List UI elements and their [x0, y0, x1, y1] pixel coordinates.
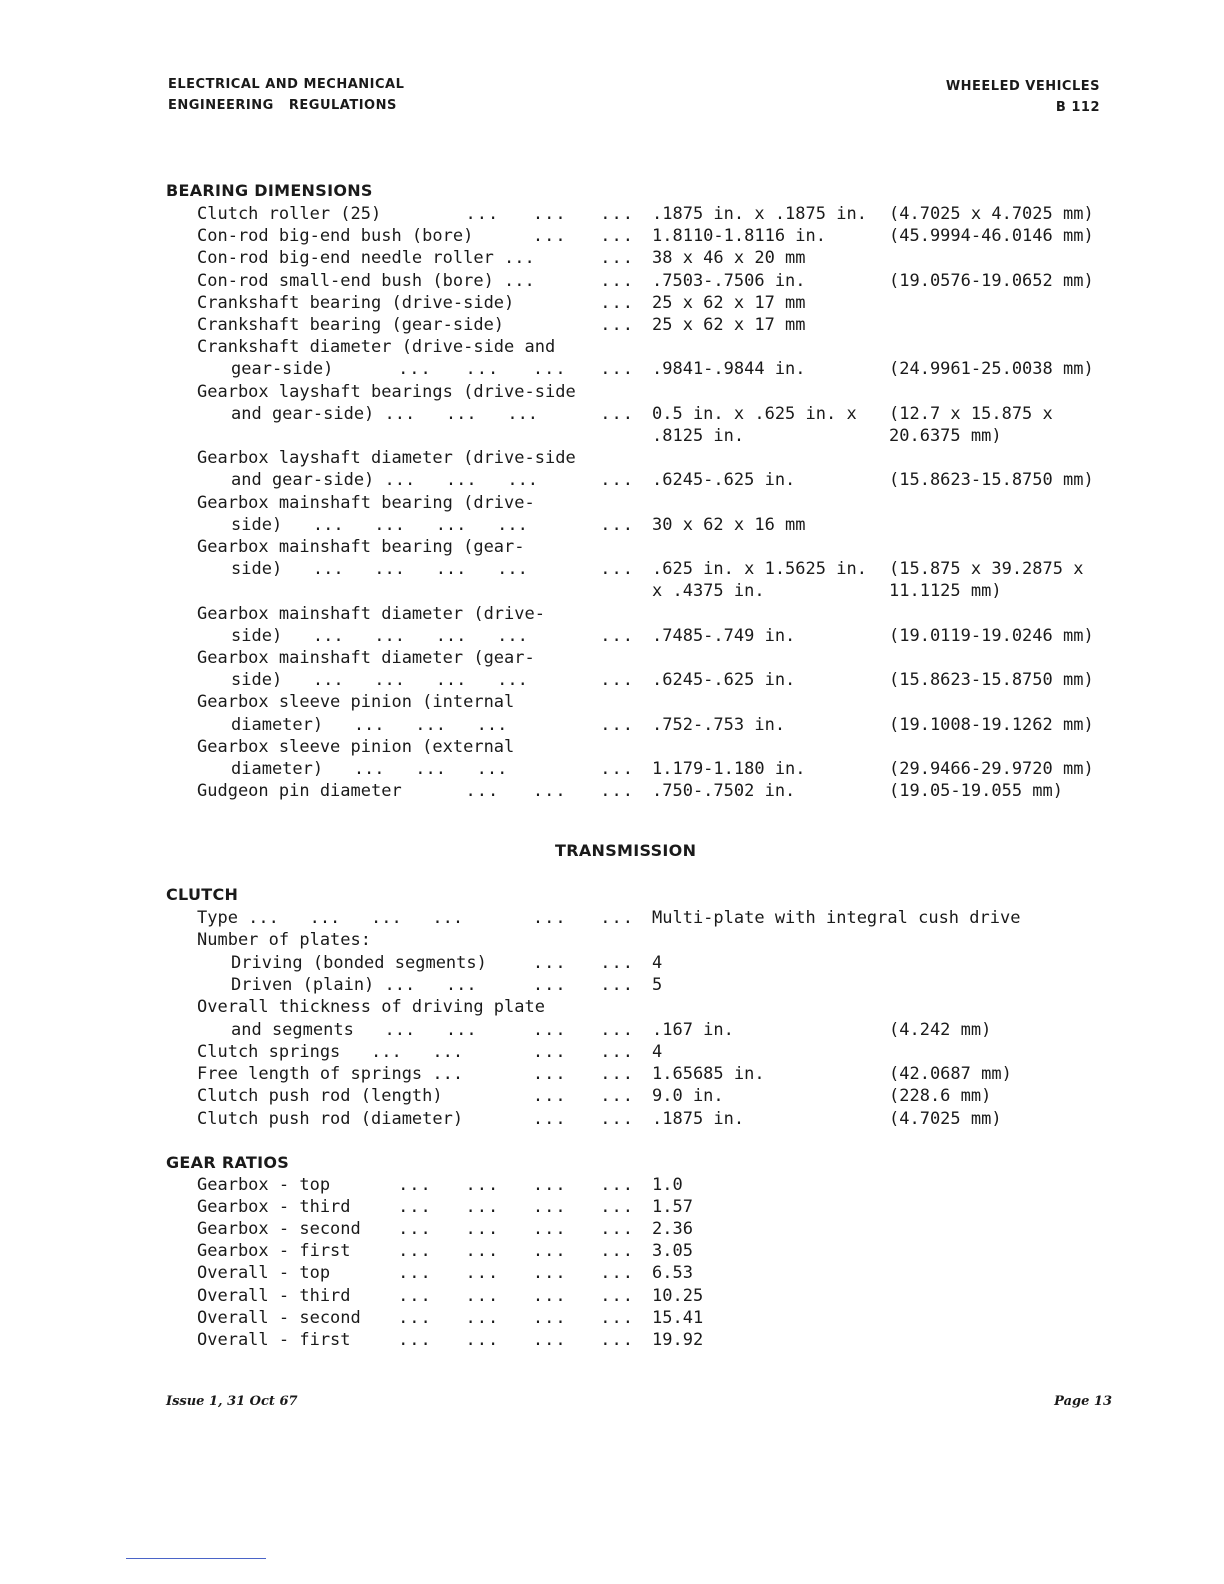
spec-label: Con-rod big-end bush (bore) [197, 226, 474, 247]
spec-row [0, 1019, 1224, 1041]
spec-row [0, 314, 1224, 336]
bearing-dimensions-title: BEARING DIMENSIONS [166, 181, 373, 200]
bottom-rule [126, 1558, 266, 1559]
spec-label: side) ... ... ... ... [231, 514, 528, 535]
spec-metric: (15.8623-15.8750 mm) [889, 670, 1094, 691]
spec-value: 1.57 [652, 1197, 693, 1218]
spec-row [0, 974, 1224, 996]
leader-dots: ... ... [532, 1019, 634, 1040]
spec-value: .7485-.749 in. [652, 625, 796, 646]
spec-value: 15.41 [652, 1307, 704, 1328]
spec-value: 1.179-1.180 in. [652, 759, 806, 779]
spec-value: .8125 in. [652, 426, 745, 446]
spec-value: .6245-.625 in. [652, 670, 796, 691]
spec-label: and gear-side) ... ... ... [231, 470, 539, 491]
spec-label: Type ... ... ... ... [197, 908, 464, 928]
leader-dots: ... ... [532, 974, 634, 995]
leader-dots: ... ... [532, 1086, 634, 1107]
spec-row [0, 1108, 1224, 1130]
spec-row [0, 669, 1224, 691]
spec-metric: (45.9994-46.0146 mm) [889, 226, 1094, 247]
leader-dots: ... ... ... [465, 204, 634, 224]
spec-row [0, 1285, 1224, 1307]
spec-row [0, 952, 1224, 974]
spec-value: 1.0 [652, 1175, 683, 1195]
spec-value: 4 [652, 952, 663, 973]
spec-row [0, 1307, 1224, 1329]
spec-label: Con-rod small-end bush (bore) ... [197, 270, 535, 291]
leader-dots: ... ... ... ... [398, 1329, 634, 1350]
spec-value: 1.65685 in. [652, 1064, 765, 1085]
spec-label: side) ... ... ... ... [231, 559, 528, 580]
spec-label: Gearbox mainshaft bearing (drive- [197, 492, 535, 513]
spec-row [0, 492, 1224, 514]
header-left [168, 74, 404, 116]
spec-row [0, 1085, 1224, 1107]
spec-row [0, 247, 1224, 269]
spec-label: Gearbox mainshaft diameter (drive- [197, 603, 545, 624]
spec-row [0, 1041, 1224, 1063]
spec-row [0, 447, 1224, 469]
leader-dots: ... ... ... ... [398, 1175, 634, 1195]
leader-dots: ... ... ... ... [398, 1307, 634, 1328]
spec-label: Overall - top [197, 1263, 331, 1284]
header-left-line1: ELECTRICAL AND MECHANICAL [168, 77, 405, 92]
spec-row [0, 225, 1224, 247]
spec-value: 9.0 in. [652, 1086, 724, 1107]
spec-label: Gudgeon pin diameter [197, 781, 402, 802]
spec-metric: (12.7 x 15.875 x [889, 403, 1053, 424]
spec-value: 4 [652, 1041, 663, 1062]
spec-value: .1875 in. [652, 1108, 745, 1129]
spec-row [0, 514, 1224, 536]
spec-value: .6245-.625 in. [652, 470, 796, 491]
spec-row [0, 425, 1224, 447]
leader-dots: ... ... [532, 1108, 634, 1129]
spec-row [0, 469, 1224, 491]
spec-label: Clutch push rod (length) [197, 1086, 443, 1107]
spec-label: Number of plates: [197, 930, 371, 951]
spec-row [0, 536, 1224, 558]
spec-value: x .4375 in. [652, 581, 765, 602]
spec-label: Gearbox sleeve pinion (external [197, 736, 515, 757]
spec-label: Gearbox mainshaft bearing (gear- [197, 537, 525, 557]
spec-value: 5 [652, 974, 663, 995]
header-right [946, 76, 1100, 118]
spec-value: 25 x 62 x 17 mm [652, 315, 806, 335]
spec-value: 1.8110-1.8116 in. [652, 226, 826, 247]
spec-row [0, 780, 1224, 802]
spec-label: Gearbox - second [197, 1219, 361, 1240]
spec-row [0, 1218, 1224, 1240]
spec-value: .9841-.9844 in. [652, 359, 806, 380]
spec-value: .752-.753 in. [652, 714, 786, 735]
spec-row [0, 1262, 1224, 1284]
spec-label: and segments ... ... [231, 1019, 477, 1040]
leader-dots: ... [600, 559, 634, 580]
spec-value: .7503-.7506 in. [652, 270, 806, 291]
spec-label: Gearbox - first [197, 1241, 351, 1262]
spec-row [0, 647, 1224, 669]
spec-metric: (29.9466-29.9720 mm) [889, 759, 1094, 779]
spec-metric: (228.6 mm) [889, 1086, 992, 1107]
spec-label: Gearbox sleeve pinion (internal [197, 692, 515, 713]
spec-label: Clutch push rod (diameter) [197, 1108, 464, 1129]
spec-metric: (4.7025 x 4.7025 mm) [889, 204, 1094, 224]
spec-row [0, 580, 1224, 602]
spec-label: Crankshaft diameter (drive-side and [197, 337, 556, 358]
clutch-title: CLUTCH [166, 885, 239, 904]
transmission-title: TRANSMISSION [555, 841, 697, 860]
spec-metric: (42.0687 mm) [889, 1064, 1012, 1085]
spec-metric: (19.0119-19.0246 mm) [889, 625, 1094, 646]
spec-row [0, 292, 1224, 314]
spec-row [0, 1329, 1224, 1351]
spec-row [0, 1063, 1224, 1085]
spec-row [0, 358, 1224, 380]
leader-dots: ... ... [532, 226, 634, 247]
spec-value: Multi-plate with integral cush drive [652, 908, 1021, 928]
spec-row [0, 929, 1224, 951]
leader-dots: ... [600, 315, 634, 335]
spec-value: 25 x 62 x 17 mm [652, 292, 806, 313]
spec-label: Crankshaft bearing (gear-side) [197, 315, 505, 335]
leader-dots: ... ... ... [465, 781, 634, 802]
leader-dots: ... [600, 292, 634, 313]
spec-metric: (19.05-19.055 mm) [889, 781, 1063, 802]
spec-label: Overall - second [197, 1307, 361, 1328]
spec-row [0, 691, 1224, 713]
spec-value: .625 in. x 1.5625 in. [652, 559, 867, 580]
spec-row [0, 203, 1224, 225]
spec-metric: (19.1008-19.1262 mm) [889, 714, 1094, 735]
spec-label: Driven (plain) ... ... [231, 974, 477, 995]
spec-row [0, 403, 1224, 425]
spec-label: Overall thickness of driving plate [197, 997, 545, 1018]
spec-row [0, 336, 1224, 358]
spec-row [0, 603, 1224, 625]
spec-value: 6.53 [652, 1263, 693, 1284]
leader-dots: ... ... ... ... [398, 1219, 634, 1240]
leader-dots: ... [600, 759, 634, 779]
spec-row [0, 270, 1224, 292]
spec-metric: 11.1125 mm) [889, 581, 1002, 602]
leader-dots: ... ... [532, 908, 634, 928]
spec-metric: (19.0576-19.0652 mm) [889, 270, 1094, 291]
spec-label: and gear-side) ... ... ... [231, 403, 539, 424]
leader-dots: ... [600, 470, 634, 491]
spec-label: Gearbox layshaft bearings (drive-side [197, 381, 576, 402]
leader-dots: ... [600, 625, 634, 646]
leader-dots: ... ... [532, 1064, 634, 1085]
spec-label: side) ... ... ... ... [231, 625, 528, 646]
leader-dots: ... [600, 514, 634, 535]
spec-value: 2.36 [652, 1219, 693, 1240]
leader-dots: ... [600, 403, 634, 424]
leader-dots: ... ... ... ... [398, 1285, 634, 1306]
spec-label: Clutch roller (25) [197, 204, 382, 224]
footer-issue: Issue 1, 31 Oct 67 [166, 1394, 298, 1409]
spec-label: diameter) ... ... ... [231, 714, 508, 735]
spec-label: Gearbox - top [197, 1175, 331, 1195]
spec-value: 10.25 [652, 1285, 704, 1306]
leader-dots: ... [600, 714, 634, 735]
spec-label: gear-side) [231, 359, 334, 380]
leader-dots: ... ... ... ... [398, 1241, 634, 1262]
spec-value: 38 x 46 x 20 mm [652, 248, 806, 269]
spec-label: Free length of springs ... [197, 1064, 464, 1085]
spec-metric: (15.875 x 39.2875 x [889, 559, 1084, 580]
spec-label: diameter) ... ... ... [231, 759, 508, 779]
spec-metric: (24.9961-25.0038 mm) [889, 359, 1094, 380]
spec-row [0, 1174, 1224, 1196]
spec-row [0, 736, 1224, 758]
spec-value: .1875 in. x .1875 in. [652, 204, 867, 224]
spec-label: Clutch springs ... ... [197, 1041, 464, 1062]
spec-metric: (15.8623-15.8750 mm) [889, 470, 1094, 491]
spec-metric: (4.242 mm) [889, 1019, 992, 1040]
spec-label: Crankshaft bearing (drive-side) [197, 292, 515, 313]
leader-dots: ... [600, 248, 634, 269]
header-right-line1: WHEELED VEHICLES [945, 79, 1100, 94]
spec-row [0, 714, 1224, 736]
footer-page-number: Page 13 [1054, 1394, 1112, 1409]
spec-row [0, 625, 1224, 647]
spec-row [0, 1196, 1224, 1218]
spec-row [0, 1240, 1224, 1262]
leader-dots: ... [600, 670, 634, 691]
gear-ratios-title: GEAR RATIOS [166, 1153, 290, 1172]
spec-value: .750-.7502 in. [652, 781, 796, 802]
spec-label: Overall - first [197, 1329, 351, 1350]
leader-dots: ... ... ... ... [398, 359, 634, 380]
spec-metric: (4.7025 mm) [889, 1108, 1002, 1129]
spec-metric: 20.6375 mm) [889, 426, 1002, 446]
leader-dots: ... ... ... ... [398, 1197, 634, 1218]
spec-row [0, 758, 1224, 780]
spec-label: Gearbox mainshaft diameter (gear- [197, 648, 535, 668]
leader-dots: ... [600, 270, 634, 291]
spec-row [0, 558, 1224, 580]
leader-dots: ... ... ... ... [398, 1263, 634, 1284]
header-right-line2: B 112 [1055, 100, 1100, 115]
header-left-line2: ENGINEERING REGULATIONS [168, 98, 397, 113]
spec-label: Gearbox - third [197, 1197, 351, 1218]
spec-label: Gearbox layshaft diameter (drive-side [197, 448, 576, 469]
leader-dots: ... ... [532, 1041, 634, 1062]
spec-value: .167 in. [652, 1019, 734, 1040]
spec-value: 30 x 62 x 16 mm [652, 514, 806, 535]
spec-label: side) ... ... ... ... [231, 670, 528, 691]
spec-value: 19.92 [652, 1329, 704, 1350]
spec-label: Con-rod big-end needle roller ... [197, 248, 535, 269]
spec-label: Overall - third [197, 1285, 351, 1306]
spec-value: 3.05 [652, 1241, 693, 1262]
spec-row [0, 381, 1224, 403]
spec-value: 0.5 in. x .625 in. x [652, 403, 857, 424]
spec-row [0, 907, 1224, 929]
spec-row [0, 996, 1224, 1018]
spec-label: Driving (bonded segments) [231, 952, 487, 973]
leader-dots: ... ... [532, 952, 634, 973]
